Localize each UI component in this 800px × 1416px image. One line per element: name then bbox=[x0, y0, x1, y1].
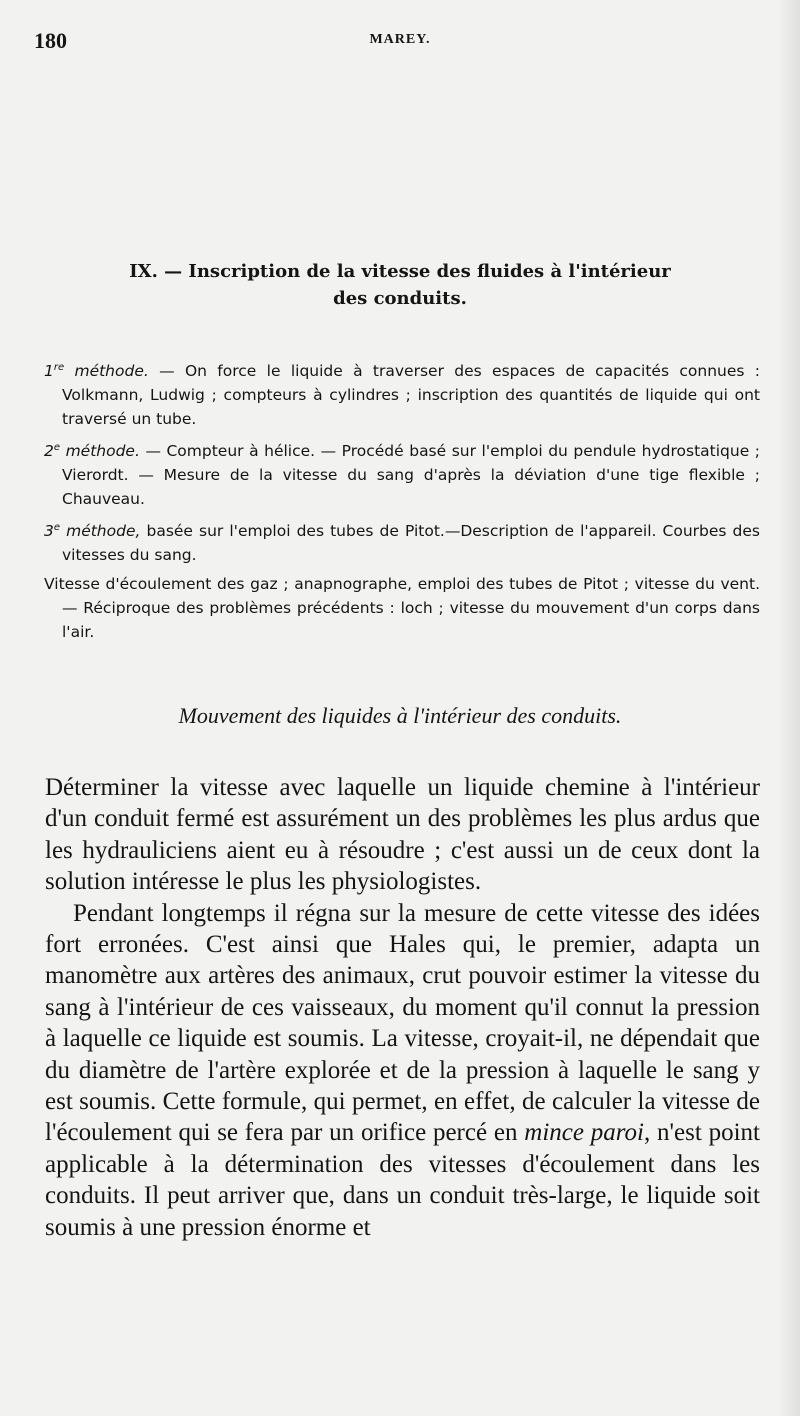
summary-lead: 3e méthode, bbox=[44, 522, 141, 541]
summary-item bbox=[44, 436, 760, 511]
page-number: 180 bbox=[34, 28, 67, 53]
section-title bbox=[90, 258, 710, 312]
paragraph-1: Déterminer la vitesse avec laquelle un liquide chemine à l'intérieur d'un conduit fermé est assurément un des problèmes les plus ardus que les hydrauliciens aient eu à résoudre ; c'est aussi un de ceux dont la solution intéresse le plus les physiologistes. bbox=[45, 774, 760, 896]
section-title-text: — Inscription de la vitesse des fluides à l'intérieur bbox=[164, 261, 671, 282]
body-text bbox=[45, 772, 760, 1243]
summary-text: Vitesse d'écoulement des gaz ; anapnographe, emploi des tubes de Pitot ; vitesse du vent. — Réciproque des problèmes précédents : loch ; vitesse du mouvement d'un corps dans l'air. bbox=[44, 575, 760, 642]
summary-text: — On force le liquide à traverser des espaces de capacités connues : Volkmann, Ludwig ; compteurs à cylindres ; inscription des quantités de liquide qui ont traversé un tube. bbox=[62, 362, 761, 429]
page-header bbox=[34, 28, 766, 58]
page-edge-shadow bbox=[778, 0, 800, 1416]
summary-text: basée sur l'emploi des tubes de Pitot.—Description de l'appareil. Courbes des vitesses du sang. bbox=[62, 522, 760, 565]
summary-item bbox=[44, 572, 760, 644]
subheading: Mouvement des liquides à l'intérieur des conduits. bbox=[178, 703, 622, 728]
summary-item bbox=[44, 516, 760, 567]
summary-text: — Compteur à hélice. — Procédé basé sur l'emploi du pendule hydrostatique ; Vierordt. — Mesure de la vitesse du sang d'après la déviation d'une tige flexible ; Chauveau. bbox=[62, 442, 760, 509]
section-title-line-1 bbox=[90, 258, 710, 285]
emphasis: mince paroi bbox=[524, 1119, 644, 1147]
running-head: MAREY. bbox=[369, 32, 431, 47]
section-number: IX. bbox=[129, 261, 158, 282]
section-summary bbox=[44, 356, 760, 649]
summary-lead: 1re méthode. bbox=[44, 362, 149, 381]
section-title-line-2: des conduits. bbox=[333, 288, 467, 309]
summary-lead: 2e méthode. bbox=[44, 442, 140, 461]
paragraph-2: Pendant longtemps il régna sur la mesure de cette vitesse des idées fort erronées. C'est ainsi que Hales qui, le premier, adapta un manomètre aux artères des animaux, crut pouvoir estimer la vitesse du sang à l'intérieur de ces vaisseaux, du moment qu'il connut la pression à laquelle ce liquide est soumis. La vitesse, croyait-il, ne dépendait que du diamètre de l'artère explorée et de la pression à laquelle le sang y est soumis. Cette formule, qui permet, en effet, de calculer la vitesse de l'écoulement qui se fera par un orifice percé en mince paroi, n'est point applicable à la détermination des vitesses d'écoulement dans les conduits. Il peut arriver que, dans un conduit très-large, le liquide soit soumis à une pression énorme et bbox=[45, 899, 760, 1241]
summary-item bbox=[44, 356, 760, 431]
